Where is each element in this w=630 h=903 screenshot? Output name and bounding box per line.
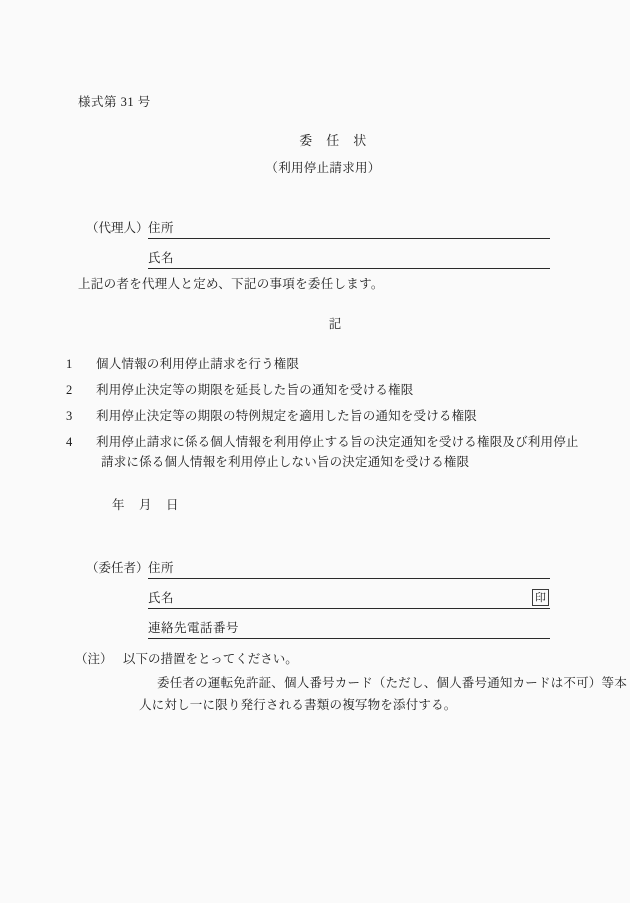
- client-field-list: [148, 556, 550, 639]
- client-section-label: （委任者）: [86, 561, 149, 575]
- title-block: [0, 130, 630, 176]
- list-item-text-continued: 請求に係る個人情報を利用停止しない旨の決定通知を受ける権限: [101, 455, 470, 469]
- list-item-text: 利用停止請求に係る個人情報を利用停止する旨の決定通知を受ける権限及び利用停止: [96, 435, 579, 449]
- delegation-statement: 上記の者を代理人と定め、下記の事項を委任します。: [78, 277, 384, 291]
- agent-field-list: [148, 216, 550, 269]
- agent-section: [78, 216, 550, 269]
- client-name-label: 氏名: [148, 591, 175, 605]
- notes-body: [75, 672, 627, 716]
- form-number: 様式第 31 号: [78, 95, 151, 109]
- notes-heading: 以下の措置をとってください。: [123, 652, 298, 666]
- notes-body-line: 委任者の運転免許証、個人番号カード（ただし、個人番号通知カードは不可）等本: [157, 676, 627, 690]
- client-phone-label: 連絡先電話番号: [148, 621, 240, 635]
- list-item: [66, 380, 566, 400]
- list-item-number: 3: [66, 409, 73, 423]
- list-item-text: 利用停止決定等の期限を延長した旨の通知を受ける権限: [96, 383, 414, 397]
- agent-section-label: （代理人）: [86, 221, 149, 235]
- client-phone-row[interactable]: [148, 616, 550, 639]
- date-line[interactable]: 年 月 日: [112, 498, 180, 512]
- client-address-row[interactable]: [148, 556, 550, 579]
- list-item-number: 1: [66, 357, 73, 371]
- notes-body-line: 人に対し一に限り発行される書類の複写物を添付する。: [139, 698, 457, 712]
- list-heading: 記: [328, 317, 342, 331]
- list-item: [66, 406, 566, 426]
- seal-stamp-box: 印: [532, 589, 549, 606]
- list-item-number: 4: [66, 435, 73, 449]
- client-address-label: 住所: [148, 561, 175, 575]
- list-item: [66, 354, 566, 374]
- agent-address-label: 住所: [148, 221, 175, 235]
- agent-name-label: 氏名: [148, 251, 175, 265]
- delegated-items-list: [66, 354, 579, 478]
- notes-section: [75, 648, 627, 716]
- agent-address-row[interactable]: [148, 216, 550, 239]
- notes-marker: （注）: [75, 652, 113, 666]
- client-section: [78, 556, 550, 639]
- document-title: 委 任 状: [299, 133, 367, 148]
- client-name-row[interactable]: [148, 586, 550, 609]
- list-item-text: 利用停止決定等の期限の特例規定を適用した旨の通知を受ける権限: [96, 409, 478, 423]
- list-item: [66, 432, 579, 472]
- list-item-text: 個人情報の利用停止請求を行う権限: [96, 357, 300, 371]
- agent-name-row[interactable]: [148, 246, 550, 269]
- document-subtitle: （利用停止請求用）: [265, 161, 381, 175]
- notes-heading-row: [75, 648, 575, 670]
- list-item-number: 2: [66, 383, 73, 397]
